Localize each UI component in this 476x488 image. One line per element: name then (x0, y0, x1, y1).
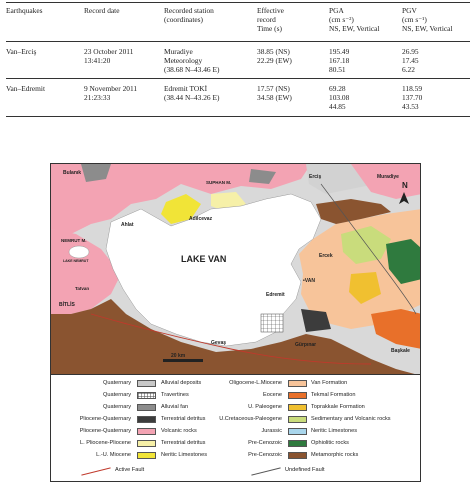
legend-fault-name: Active Fault (115, 467, 145, 473)
label-bitlis: BİTLİS (59, 302, 75, 308)
legend-age: Quaternary (103, 380, 131, 386)
row1-date: 23 October 2011 13:41:20 (84, 47, 134, 65)
lake-nemrut (69, 246, 89, 258)
north-label: N (402, 181, 408, 190)
legend-swatch (137, 440, 156, 447)
label-tatvan: Tatvan (75, 286, 90, 291)
legend-age: Eocene (263, 392, 282, 398)
row2-pgv: 118.59 137.70 43.53 (402, 84, 423, 111)
table-bottom-rule (6, 116, 470, 117)
table-header-rule (6, 41, 470, 42)
legend-name: Ophiolitic rocks (311, 440, 349, 446)
label-nemrut: NEMRUT M. (61, 238, 87, 243)
label-lake-nemrut: LAKE NEMRUT (63, 259, 89, 263)
legend-swatch (288, 416, 307, 423)
label-baskale: Başkale (391, 348, 410, 354)
row2-earthquake: Van–Edremit (6, 84, 45, 93)
legend-age: Jurassic (261, 428, 282, 434)
legend-name: Sedimentary and Volcanic rocks (311, 416, 391, 422)
label-ercis: Erciş (309, 174, 322, 180)
header-earthquakes: Earthquakes (6, 6, 43, 15)
label-suphan: SUPHAN M. (206, 180, 232, 185)
legend-fault-name: Undefined Fault (285, 467, 325, 473)
row1-station: Muradiye Meteorology (38.68 N–43.46 E) (164, 47, 220, 74)
legend-name: Neritic Limestones (311, 428, 358, 434)
scale-label: 20 km (171, 353, 186, 359)
legend-swatch (288, 452, 307, 459)
legend-name: Toprakkale Formation (311, 404, 365, 410)
legend-name: Terrestrial detritus (161, 416, 206, 422)
legend-swatch (137, 416, 156, 423)
table-row-rule (6, 78, 470, 79)
legend-age: Quaternary (103, 392, 131, 398)
legend-swatch (288, 392, 307, 399)
legend-swatch (137, 392, 156, 399)
map-legend (50, 375, 421, 482)
legend-name: Volcanic rocks (161, 428, 197, 434)
legend-swatch (288, 428, 307, 435)
legend-swatch (137, 428, 156, 435)
label-gevas: Gevaş (211, 340, 227, 346)
label-muradiye: Muradiye (377, 174, 399, 180)
header-effective-time: Effective record Time (s) (257, 6, 284, 33)
label-ahlat: Ahlat (121, 222, 134, 228)
label-edremit: Edremit (266, 292, 285, 298)
geological-map-svg (51, 164, 421, 375)
legend-name: Alluvial deposits (161, 380, 202, 386)
label-gurpinar: Gürpınar (295, 342, 317, 348)
legend-age: Pre-Cenozoic (248, 452, 282, 458)
row1-time: 38.85 (NS) 22.29 (EW) (257, 47, 292, 65)
legend-age: Pliocene-Quaternary (79, 428, 131, 434)
row2-station: Edremit TOKİ (38.44 N–43.26 E) (164, 84, 220, 102)
legend-age: L. Pliocene-Pliocene (80, 440, 131, 446)
legend-name: Van Formation (311, 380, 348, 386)
travertines-edremit (261, 314, 283, 332)
legend-swatch (137, 380, 156, 387)
legend-name: Alluvial fan (161, 404, 189, 410)
row1-pgv: 26.95 17.45 6.22 (402, 47, 419, 74)
legend-age: Pre-Cenozoic (248, 440, 282, 446)
legend-swatch (288, 440, 307, 447)
header-pgv: PGV (cm s⁻¹) NS, EW, Vertical (402, 6, 453, 33)
legend-swatch (288, 380, 307, 387)
row2-date: 9 November 2011 21:23:33 (84, 84, 138, 102)
table-top-rule (6, 2, 470, 3)
row2-pga: 69.28 103.08 44.85 (329, 84, 350, 111)
legend-swatch (288, 404, 307, 411)
legend-age: L.-U. Miocene (96, 452, 131, 458)
legend-fault-line (251, 467, 280, 475)
header-station: Recorded station (coordinates) (164, 6, 214, 24)
label-adilcevaz: Adilcevaz (189, 216, 213, 222)
legend-name: Metamorphic rocks (311, 452, 359, 458)
row2-time: 17.57 (NS) 34.58 (EW) (257, 84, 292, 102)
legend-swatch (137, 452, 156, 459)
label-van: •VAN (303, 278, 315, 284)
header-pga: PGA (cm s⁻²) NS, EW, Vertical (329, 6, 380, 33)
label-lake-van: LAKE VAN (181, 254, 227, 264)
legend-name: Neritic Limestones (161, 452, 208, 458)
legend-age: U.Cretaceous-Paleogene (219, 416, 282, 422)
legend-age: U. Paleogene (248, 404, 282, 410)
row1-earthquake: Van–Erciş (6, 47, 37, 56)
label-ercek: Ercek (319, 253, 333, 259)
legend-age: Quaternary (103, 404, 131, 410)
geological-map (50, 163, 421, 375)
legend-name: Travertines (161, 392, 189, 398)
legend-age: Oligocene-L.Miocene (229, 380, 282, 386)
row1-pga: 195.49 167.18 80.51 (329, 47, 350, 74)
legend-age: Pliocene-Quaternary (79, 416, 131, 422)
label-bulanik: Bulanık (63, 170, 82, 176)
header-record-date: Record date (84, 6, 120, 15)
legend-swatch (137, 404, 156, 411)
legend-name: Terrestrial detritus (161, 440, 206, 446)
legend-name: Tekmal Formation (311, 392, 356, 398)
legend-fault-line (81, 467, 110, 475)
